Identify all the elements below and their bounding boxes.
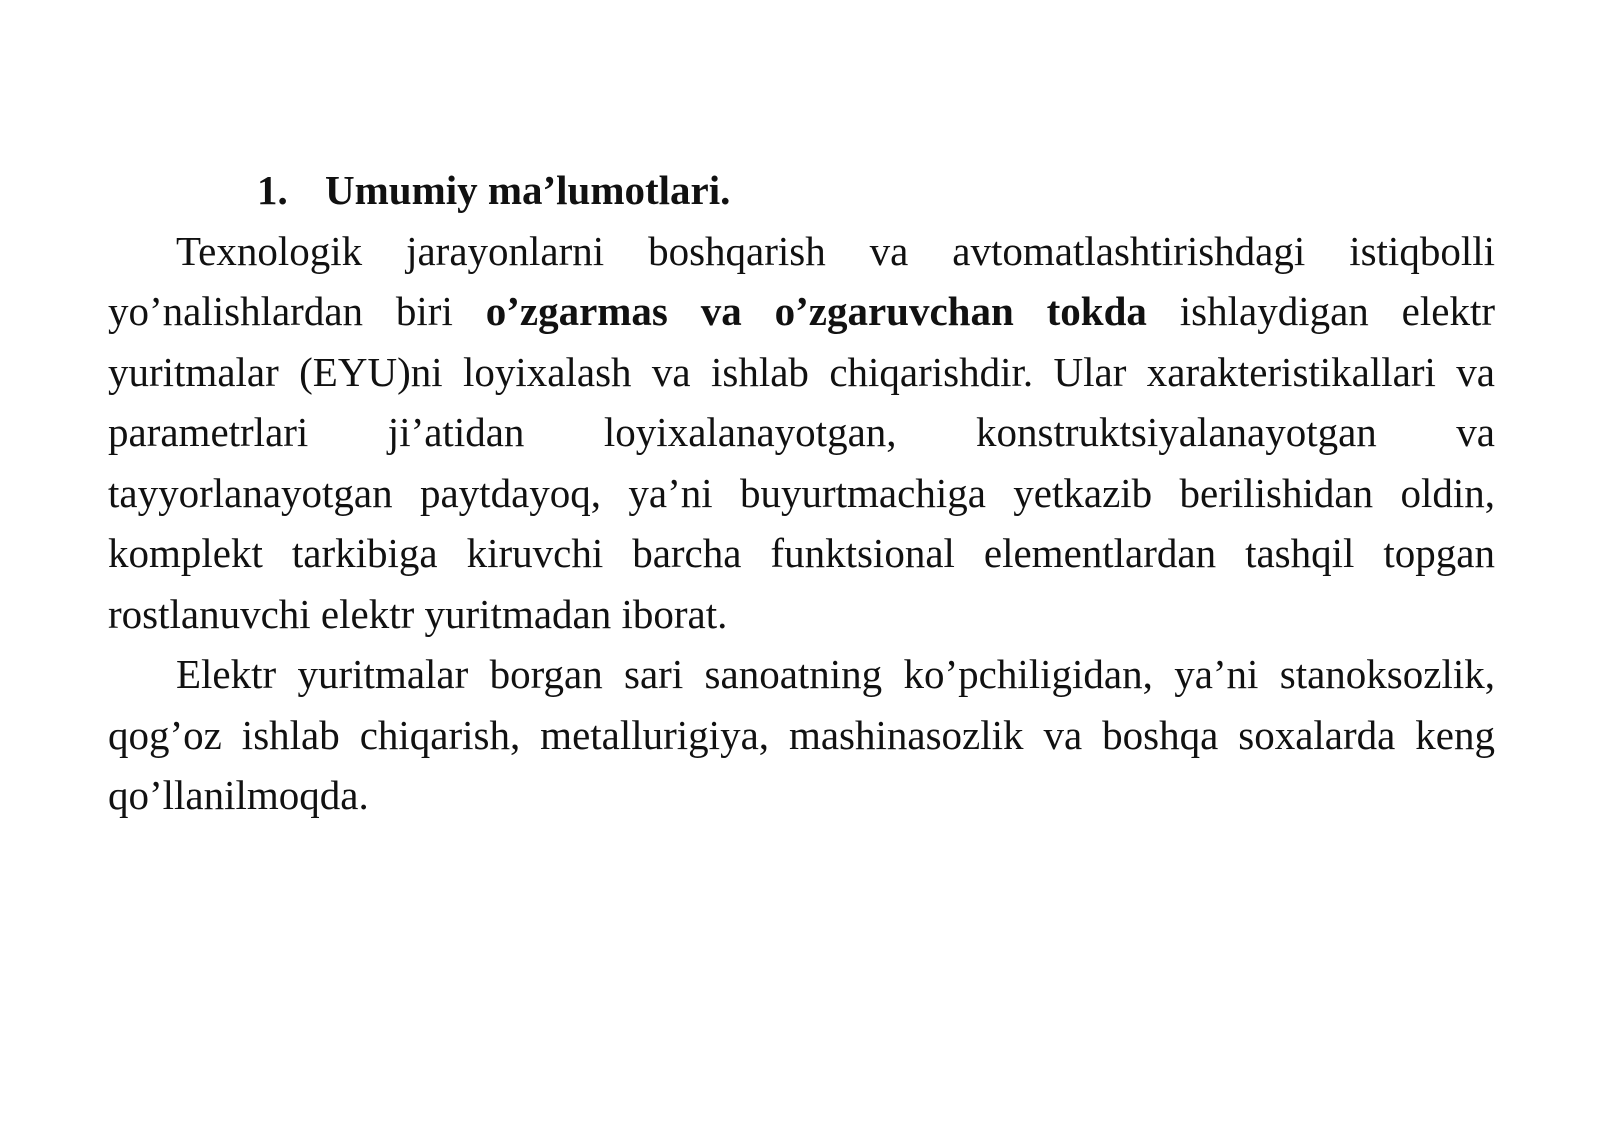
paragraph-1-text-start: Texnologik jarayonlarni boshqarish va avtomatlashtirishdagi istiqbolli yo’nalishlardan biri <box>108 227 1495 334</box>
section-heading <box>108 160 1495 221</box>
section-number: 1. <box>257 167 288 213</box>
document-page <box>108 160 1495 826</box>
paragraph-1-emphasis: o’zgarmas va o’zgaruvchan tokda <box>485 288 1147 334</box>
section-title: Umumiy ma’lumotlari. <box>325 167 731 213</box>
paragraph-1 <box>108 221 1495 645</box>
paragraph-1-text-end: ishlaydigan elektr yuritmalar (EYU)ni loyixalash va ishlab chiqarishdir. Ular xarakteristikallari va parametrlari ji’atidan loyixalanayotgan, konstruktsiyalanayotgan va tayyorlanayotgan paytdayoq, ya’ni buyurtmachiga yetkazib berilishidan oldin, komplekt tarkibiga kiruvchi barcha funktsional elementlardan tashqil topgan rostlanuvchi elektr yuritmadan iborat. <box>108 288 1496 637</box>
paragraph-2: Elektr yuritmalar borgan sari sanoatning ko’pchiligidan, ya’ni stanoksozlik, qog’oz ishlab chiqarish, metallurigiya, mashinasozlik va boshqa soxalarda keng qo’llanilmoqda. <box>108 651 1495 818</box>
